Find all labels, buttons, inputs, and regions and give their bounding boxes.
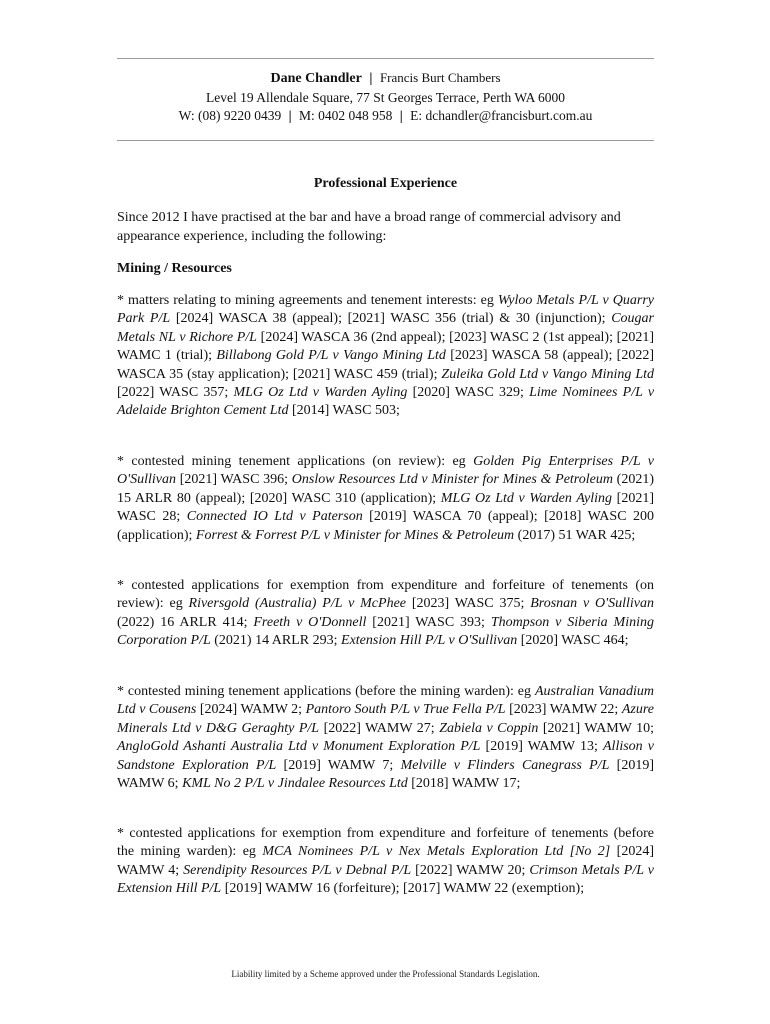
case-citation: MCA Nominees P/L v Nex Metals Exploration Ltd [No 2] [262, 844, 611, 860]
footer-disclaimer: Liability limited by a Scheme approved under the Professional Standards Legislation. [231, 969, 540, 979]
item-text: [2023] WASCA 58 (appeal); [2022] WASCA 35 (stay application); [2021] WASC 459 (trial); [117, 348, 654, 382]
case-citation: Pantoro South P/L v True Fella P/L [305, 702, 506, 718]
item-text: [2019] WAMW 16 (forfeiture); [2017] WAMW 22 (exemption); [221, 881, 585, 897]
case-citation: Serendipity Resources P/L v Debnal P/L [183, 862, 412, 878]
case-citation: Forrest & Forrest P/L v Minister for Mines & Petroleum [195, 527, 515, 543]
item-text: [2022] WAMW 20; [411, 862, 530, 878]
mobile: M: 0402 048 958 [298, 108, 393, 123]
item-text: * matters relating to mining agreements and tenement interests: eg [117, 293, 498, 308]
section-heading: Mining / Resources [117, 261, 232, 276]
case-citation: Zabiela v Coppin [439, 720, 539, 736]
case-citation: Wyloo Metals P/L v Quarry Park P/L [117, 293, 654, 327]
experience-item [117, 292, 654, 421]
item-text: [2023] WAMW 22; [505, 702, 622, 718]
item-text: * contested mining tenement applications (on review): eg [117, 454, 474, 469]
item-text: [2021] WAMW 10; [538, 720, 654, 736]
experience-item [117, 825, 654, 899]
address: Level 19 Allendale Square, 77 St Georges Terrace, Perth WA 6000 [206, 90, 565, 105]
contact-line [117, 108, 654, 124]
case-citation: Azure Minerals Ltd v D&G Geraghty P/L [117, 702, 654, 736]
top-divider [117, 58, 654, 59]
bottom-divider [117, 140, 654, 141]
header-name-line [117, 70, 654, 87]
case-citation: KML No 2 P/L v Jindalee Resources Ltd [182, 776, 408, 792]
item-text: [2020] WASC 464; [517, 633, 629, 649]
case-citation: MLG Oz Ltd v Warden Ayling [233, 385, 408, 401]
case-citation: Golden Pig Enterprises P/L v O'Sullivan [117, 454, 654, 488]
item-text: [2018] WAMW 17; [407, 776, 521, 792]
item-text: [2021] WASC 393; [366, 614, 491, 630]
item-text: * contested applications for exemption from expenditure and forfeiture of tenements (on review): eg [117, 578, 654, 612]
item-text: [2022] WASC 357; [117, 385, 234, 401]
case-citation: Riversgold (Australia) P/L v McPhee [188, 596, 407, 612]
chambers-name: Francis Burt Chambers [379, 70, 501, 85]
phone: W: (08) 9220 0439 [178, 108, 282, 123]
case-citation: Connected IO Ltd v Paterson [186, 509, 363, 525]
case-citation: Onslow Resources Ltd v Minister for Mines & Petroleum [291, 472, 613, 488]
case-citation: Melville v Flinders Canegrass P/L [400, 757, 610, 773]
case-citation: Cougar Metals NL v Richore P/L [117, 311, 654, 345]
separator: | [399, 108, 403, 123]
case-citation: Allison v Sandstone Exploration P/L [117, 739, 654, 773]
case-citation: Extension Hill P/L v O'Sullivan [341, 633, 518, 649]
case-citation: Thompson v Siberia Mining Corporation P/L [117, 614, 654, 649]
item-text: * contested mining tenement applications (before the mining warden): eg [117, 684, 535, 699]
item-text: [2019] WASCA 70 (appeal); [2018] WASC 200 (application); [117, 509, 654, 543]
email: E: dchandler@francisburt.com.au [410, 108, 593, 123]
case-citation: Zuleika Gold Ltd v Vango Mining Ltd [441, 366, 655, 382]
item-text: [2014] WASC 503; [288, 403, 400, 419]
item-text: [2024] WAMW 4; [117, 844, 654, 878]
item-text: (2022) 16 ARLR 414; [117, 614, 254, 630]
case-citation: MLG Oz Ltd v Warden Ayling [440, 490, 613, 506]
item-text: (2021) 14 ARLR 293; [210, 633, 342, 649]
barrister-name: Dane Chandler [270, 71, 362, 86]
item-text: [2019] WAMW 6; [117, 757, 654, 792]
case-citation: Lime Nominees P/L v Adelaide Brighton Cement Ltd [117, 385, 655, 419]
page-title: Professional Experience [313, 176, 458, 191]
separator: | [288, 108, 292, 123]
item-text: [2019] WAMW 13; [480, 739, 603, 755]
case-citation: AngloGold Ashanti Australia Ltd v Monument Exploration P/L [117, 739, 481, 755]
item-text: [2024] WASCA 38 (appeal); [2021] WASC 356 (trial) & 30 (injunction); [170, 311, 612, 327]
item-text: [2024] WAMW 2; [196, 702, 306, 718]
item-text: (2021) 15 ARLR 80 (appeal); [2020] WASC 310 (application); [117, 472, 655, 506]
item-text: [2022] WAMW 27; [319, 720, 440, 736]
separator: | [369, 71, 373, 86]
case-citation: Billabong Gold P/L v Vango Mining Ltd [216, 348, 446, 364]
item-text: [2021] WASC 28; [117, 490, 654, 525]
item-text: [2024] WASCA 36 (2nd appeal); [2023] WASC 2 (1st appeal); [2021] WAMC 1 (trial); [117, 329, 654, 364]
item-text: [2023] WASC 375; [406, 596, 531, 612]
case-citation: Crimson Metals P/L v Extension Hill P/L [117, 862, 654, 897]
experience-item [117, 453, 654, 545]
experience-item [117, 683, 654, 793]
item-text: [2020] WASC 329; [407, 385, 530, 401]
case-citation: Australian Vanadium Ltd v Cousens [117, 684, 654, 718]
item-text: [2019] WAMW 7; [276, 757, 401, 773]
intro-paragraph: Since 2012 I have practised at the bar and have a broad range of commercial advisory and appearance experience, including the following: [117, 210, 621, 244]
item-text: * contested applications for exemption from expenditure and forfeiture of tenements (before the mining warden): eg [117, 826, 654, 860]
item-text: [2021] WASC 396; [176, 472, 292, 488]
case-citation: Brosnan v O'Sullivan [530, 596, 655, 612]
experience-item [117, 577, 654, 651]
case-citation: Freeth v O'Donnell [253, 614, 367, 630]
item-text: (2017) 51 WAR 425; [514, 527, 636, 543]
